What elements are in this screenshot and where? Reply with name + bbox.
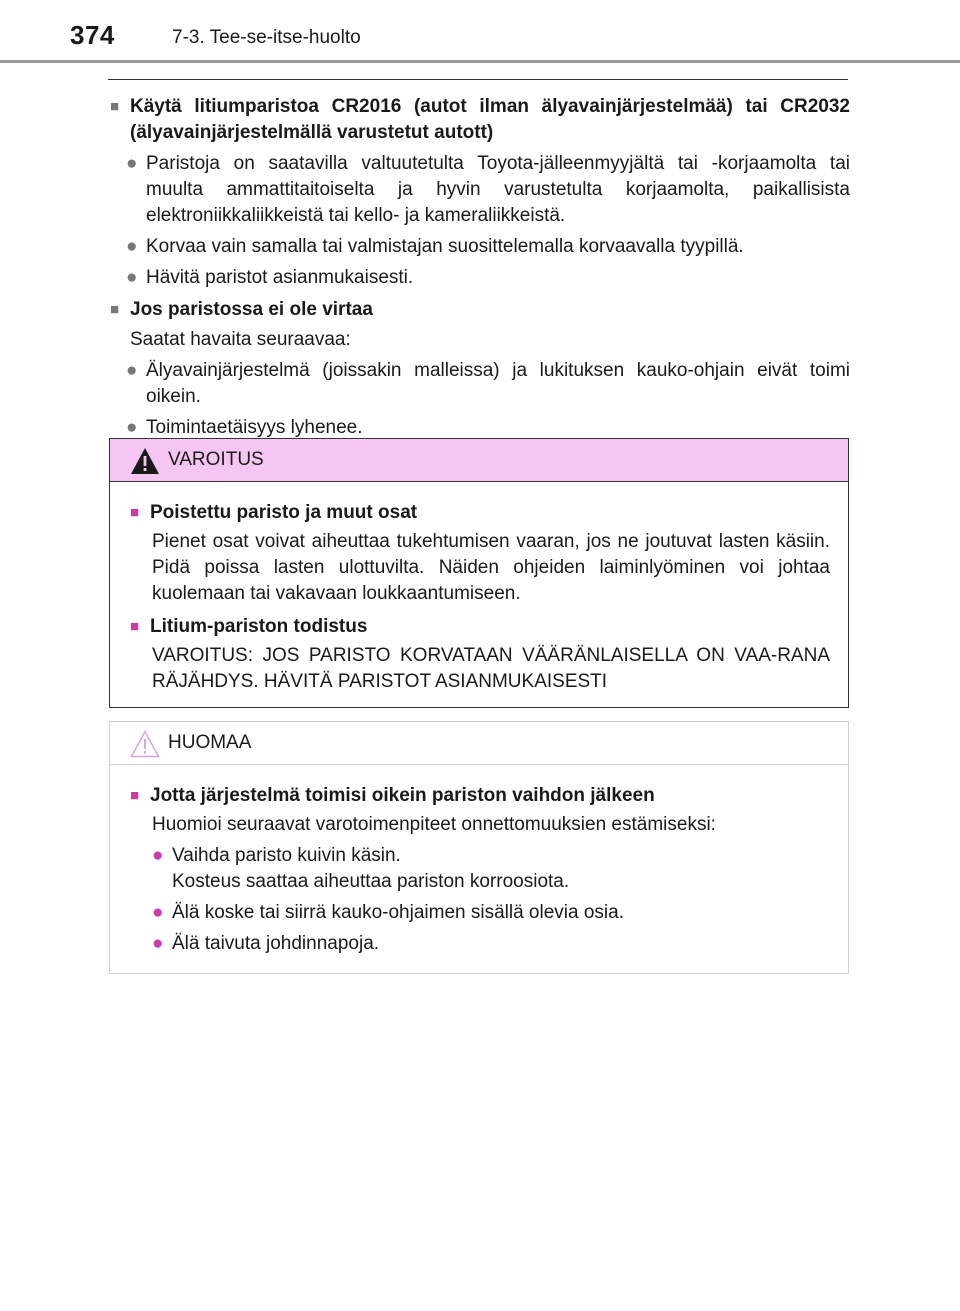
bullet-line: Vaihda paristo kuivin käsin. xyxy=(172,845,401,866)
bullet-item xyxy=(126,265,850,291)
warning-header xyxy=(110,439,848,482)
bullet-icon: ● xyxy=(152,845,164,866)
warning-paragraph: Pienet osat voivat aiheuttaa tukehtumisen vaaran, jos ne joutuvat lasten käsiin. Pidä poissa lasten ulottuvilta. Näiden ohjeiden laiminlyöminen voi johtaa kuolemaan tai vakavaan loukkaantumiseen. xyxy=(152,531,830,604)
notice-box xyxy=(109,721,849,974)
bullet-text: Älyavainjärjestelmä (joissakin malleissa) ja lukituksen kauko-ohjain eivät toimi oikein. xyxy=(146,360,850,407)
bullet-text: Älä koske tai siirrä kauko-ohjaimen sisällä olevia osia. xyxy=(172,902,624,923)
heading-text: Jos paristossa ei ole virtaa xyxy=(130,299,373,320)
bullet-icon: ● xyxy=(126,267,138,288)
heading-text: Käytä litiumparistoa CR2016 (autot ilman älyavainjärjestelmää) tai CR2032 (älyavainjärjestelmällä varustetut autott) xyxy=(130,96,850,143)
bullet-item xyxy=(152,843,830,895)
bullet-item xyxy=(126,151,850,229)
header-divider xyxy=(0,60,960,63)
bullet-text: Hävitä paristot asianmukaisesti. xyxy=(146,267,414,288)
warning-body xyxy=(110,482,848,695)
notice-title: HUOMAA xyxy=(168,732,252,753)
heading-dead-battery xyxy=(110,297,850,323)
square-bullet-icon: ■ xyxy=(110,98,120,115)
content-divider xyxy=(108,79,848,80)
warning-box xyxy=(109,438,849,708)
bullet-text xyxy=(172,843,830,895)
square-bullet-icon: ■ xyxy=(110,301,120,318)
page-header xyxy=(0,0,960,62)
section-title: 7-3. Tee-se-itse-huolto xyxy=(172,27,361,48)
intro-text: Saatat havaita seuraavaa: xyxy=(130,329,351,350)
bullet-item xyxy=(126,358,850,410)
heading-text: Poistettu paristo ja muut osat xyxy=(150,502,418,523)
bullet-icon: ● xyxy=(126,417,138,438)
bullet-icon: ● xyxy=(126,236,138,257)
bullet-icon: ● xyxy=(126,360,138,381)
bullet-text: Paristoja on saatavilla valtuutetulta Toyota-jälleenmyyjältä tai -korjaamolta tai muulta ammattitaitoiselta ja hyvin varustetulta korjaamolta, paikallisista elektroniikkaliikkeistä tai kello- ja kameraliikkeistä. xyxy=(146,153,850,226)
main-content xyxy=(110,90,850,441)
heading-battery-type xyxy=(110,94,850,146)
bullet-item xyxy=(126,234,850,260)
bullet-icon: ● xyxy=(152,933,164,954)
warning-paragraph: VAROITUS: JOS PARISTO KORVATAAN VÄÄRÄNLAISELLA ON VAA-RANA RÄJÄHDYS. HÄVITÄ PARISTOT ASIANMUKAISESTI xyxy=(152,645,830,692)
bullet-icon: ● xyxy=(152,902,164,923)
bullet-item xyxy=(152,931,830,957)
notice-header xyxy=(110,722,848,765)
warning-icon xyxy=(130,447,160,475)
square-bullet-icon: ■ xyxy=(130,504,140,521)
heading-text: Litium-pariston todistus xyxy=(150,616,368,637)
notice-heading xyxy=(130,783,830,809)
warning-heading-lithium xyxy=(130,614,830,640)
square-bullet-icon: ■ xyxy=(130,618,140,635)
bullet-text: Toimintaetäisyys lyhenee. xyxy=(146,417,363,438)
bullet-line: Kosteus saattaa aiheuttaa pariston korroosiota. xyxy=(172,871,570,892)
square-bullet-icon: ■ xyxy=(130,787,140,804)
bullet-item xyxy=(152,900,830,926)
heading-text: Jotta järjestelmä toimisi oikein pariston vaihdon jälkeen xyxy=(150,785,655,806)
bullet-text: Korvaa vain samalla tai valmistajan suosittelemalla korvaavalla tyypillä. xyxy=(146,236,744,257)
notice-body xyxy=(110,765,848,957)
page-number: 374 xyxy=(70,20,115,50)
warning-title: VAROITUS xyxy=(168,449,264,470)
notice-paragraph: Huomioi seuraavat varotoimenpiteet onnettomuuksien estämiseksi: xyxy=(152,814,716,835)
bullet-icon: ● xyxy=(126,153,138,174)
caution-outline-icon xyxy=(130,730,160,758)
warning-heading-parts xyxy=(130,500,830,526)
bullet-text: Älä taivuta johdinnapoja. xyxy=(172,933,380,954)
